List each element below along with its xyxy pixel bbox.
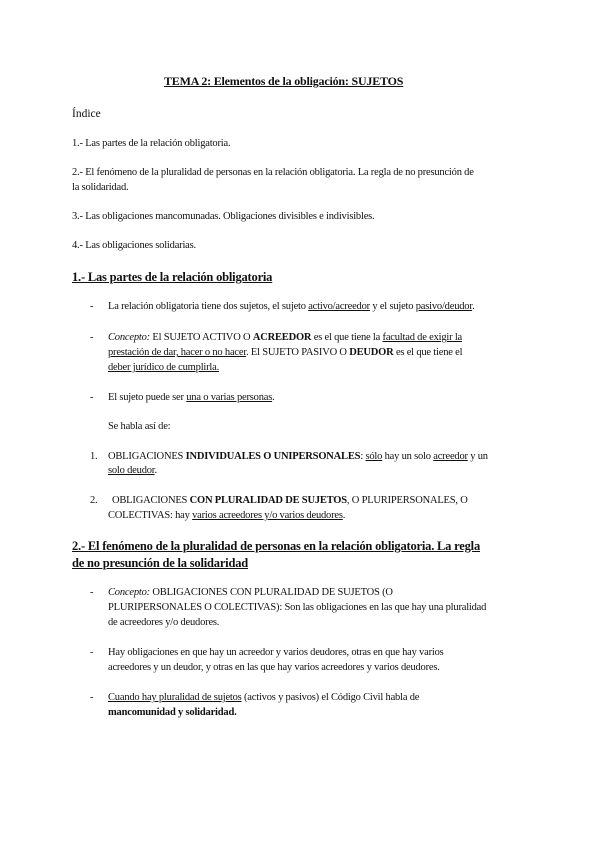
underlined-term: facultad de exigir la xyxy=(382,332,462,343)
underlined-term: prestación de dar, hacer o no hacer xyxy=(108,347,247,358)
s2-bullet-1-line-3: de acreedores y/o deudores. xyxy=(108,617,220,628)
text: , O PLURIPERSONALES, O xyxy=(346,495,468,506)
section-1-heading: 1.- Las partes de la relación obligatoria xyxy=(72,270,273,284)
text: . xyxy=(154,465,157,476)
concept-label: Concepto: xyxy=(108,587,150,598)
text: : xyxy=(360,451,366,462)
bold-term: INDIVIDUALES O UNIPERSONALES xyxy=(185,451,361,462)
text: y el sujeto xyxy=(369,301,416,312)
text: . xyxy=(272,392,275,403)
underlined-term: solo deudor xyxy=(108,465,155,476)
index-item-2-cont: la solidaridad. xyxy=(72,182,129,193)
section-2-heading-line-2: de no presunción de la solidaridad xyxy=(72,556,249,570)
s2-bullet-2-line-1: Hay obligaciones en que hay un acreedor y varios deudores, otras en que hay varios xyxy=(108,647,444,658)
index-heading: Índice xyxy=(72,108,101,120)
concept-label: Concepto: xyxy=(108,332,150,343)
s2-bullet-2-line-2: acreedores y un deudor, y otras en las que hay varios acreedores y varios deudores. xyxy=(108,662,440,673)
bullet-dash: - xyxy=(90,692,94,703)
underlined-term: activo/acreedor xyxy=(308,301,370,312)
text: y un xyxy=(467,451,488,462)
underlined-term: acreedor xyxy=(433,451,468,462)
s2-bullet-3-line-2: mancomunidad y solidaridad. xyxy=(108,707,237,718)
text: El sujeto puede ser xyxy=(108,392,187,403)
text: . xyxy=(342,510,346,521)
s2-bullet-1-line-2: PLURIPERSONALES O COLECTIVAS): Son las obligaciones en las que hay una pluralidad xyxy=(108,602,487,613)
text: COLECTIVAS: hay xyxy=(108,510,193,521)
underlined-term: una o varias personas xyxy=(186,392,273,403)
text: La relación obligatoria tiene dos sujetos, el sujeto xyxy=(108,301,309,312)
index-item-3: 3.- Las obligaciones mancomunadas. Obligaciones divisibles e indivisibles. xyxy=(72,211,375,222)
underlined-term: deber jurídico de cumplirla. xyxy=(108,362,220,373)
se-habla-text: Se habla así de: xyxy=(108,421,171,432)
numbered-item-2-line-2 xyxy=(108,510,345,521)
numbered-item-1-line-1 xyxy=(108,451,488,462)
s1-bullet-1 xyxy=(108,301,475,312)
underlined-term: Cuando hay pluralidad de sujetos xyxy=(108,692,242,703)
bullet-dash: - xyxy=(90,647,94,658)
s2-bullet-3-line-1 xyxy=(108,692,419,703)
text: OBLIGACIONES CON PLURALIDAD DE SUJETOS (O xyxy=(149,587,393,598)
text: es el que tiene la xyxy=(311,332,383,343)
underlined-term: pasivo/deudor xyxy=(415,301,473,312)
s1-bullet-2-line-1 xyxy=(108,332,462,343)
numbered-item-1-line-2 xyxy=(108,465,157,476)
page-title: TEMA 2: Elementos de la obligación: SUJETOS xyxy=(164,74,404,88)
s1-bullet-2-line-2 xyxy=(108,347,462,358)
index-item-1: 1.- Las partes de la relación obligatoria. xyxy=(72,138,231,149)
text: . xyxy=(472,301,475,312)
index-item-2: 2.- El fenómeno de la pluralidad de personas en la relación obligatoria. La regla de no presunción de xyxy=(72,167,474,178)
bullet-dash: - xyxy=(90,301,94,312)
bullet-dash: - xyxy=(90,392,94,403)
section-2-heading-line-1: 2.- El fenómeno de la pluralidad de personas en la relación obligatoria. La regla xyxy=(72,539,481,553)
underlined-term: sólo xyxy=(365,451,383,462)
list-number: 1. xyxy=(90,451,98,462)
s1-bullet-2-line-3 xyxy=(108,362,219,373)
numbered-item-2-line-1 xyxy=(112,495,468,506)
s1-bullet-3 xyxy=(108,392,275,403)
text: OBLIGACIONES xyxy=(112,495,190,506)
bold-term: DEUDOR xyxy=(349,347,394,358)
text: . El SUJETO PASIVO O xyxy=(246,347,350,358)
index-item-4: 4.- Las obligaciones solidarias. xyxy=(72,240,196,251)
bullet-dash: - xyxy=(90,587,94,598)
s2-bullet-1-line-1 xyxy=(108,587,393,598)
underlined-term: varios acreedores y/o varios deudores xyxy=(192,510,343,521)
bold-term: CON PLURALIDAD DE SUJETOS xyxy=(189,495,347,506)
bold-term: ACREEDOR xyxy=(252,332,312,343)
text: (activos y pasivos) el Código Civil habla de xyxy=(241,692,420,703)
text: El SUJETO ACTIVO O xyxy=(149,332,253,343)
text: hay un solo xyxy=(382,451,434,462)
list-number: 2. xyxy=(90,495,98,506)
text: es el que tiene el xyxy=(393,347,463,358)
bullet-dash: - xyxy=(90,332,94,343)
text: OBLIGACIONES xyxy=(108,451,186,462)
